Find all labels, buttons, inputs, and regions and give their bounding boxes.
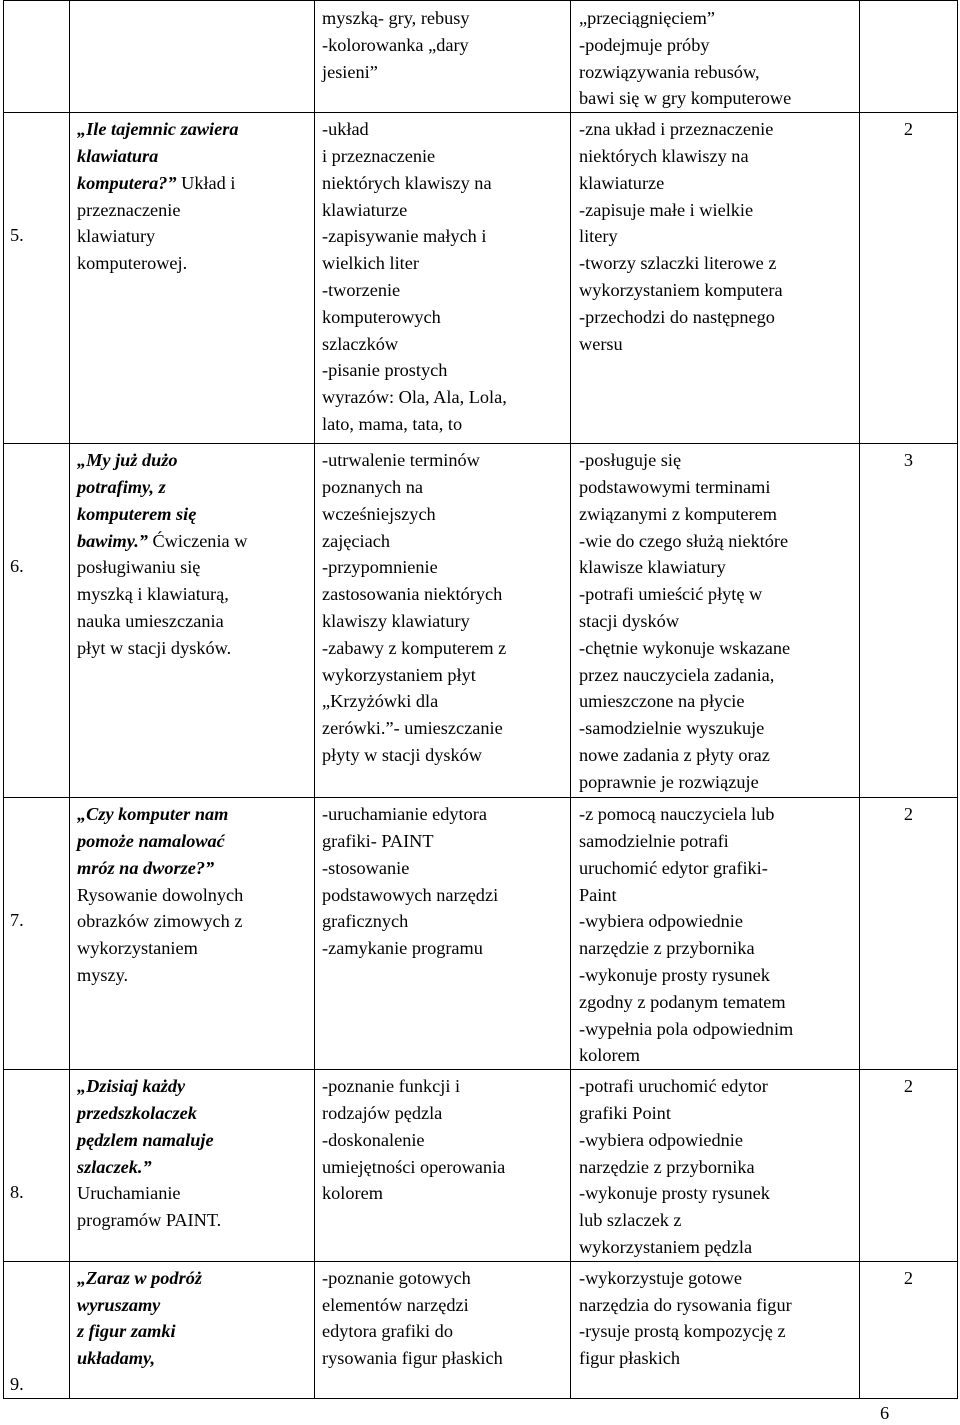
- lesson-number: 8.: [10, 1182, 24, 1203]
- outcome-line: -z pomocą nauczyciela lub: [579, 804, 775, 825]
- outcome-line: „przeciągnięciem”: [579, 8, 715, 28]
- lesson-description-line: programów PAINT.: [77, 1210, 222, 1231]
- content-cell: [315, 1, 571, 113]
- lesson-title-row: [77, 1318, 310, 1345]
- content-cell: [315, 1070, 571, 1262]
- content-line: podstawowych narzędzi: [322, 884, 499, 905]
- lesson-title-row: [77, 170, 310, 197]
- content-line: wyrazów: Ola, Ala, Lola,: [322, 387, 507, 408]
- lesson-title-line: z figur zamki: [77, 1321, 176, 1342]
- outcome-line: wersu: [579, 333, 623, 354]
- outcome-line: -wie do czego służą niektóre: [579, 530, 789, 551]
- outcome-line: -tworzy szlaczki literowe z: [579, 253, 777, 274]
- lesson-title-row: [77, 1345, 310, 1372]
- outcome-line: poprawnie je rozwiązuje: [579, 771, 759, 792]
- hours-cell: [860, 1070, 958, 1262]
- hours-cell: [860, 113, 958, 444]
- outcome-line: uruchomić edytor grafiki-: [579, 857, 768, 878]
- content-line: klawiaturze: [322, 199, 408, 220]
- content-line: -poznanie gotowych: [322, 1267, 471, 1288]
- outcome-line: -wybiera odpowiednie: [579, 1129, 743, 1150]
- outcome-line: przez nauczyciela zadania,: [579, 664, 775, 685]
- content-line: -stosowanie: [322, 857, 410, 878]
- lesson-title-line: potrafimy, z: [77, 476, 166, 497]
- content-line: -pisanie prostych: [322, 360, 448, 381]
- lesson-topic-cell: [70, 1261, 315, 1398]
- outcomes-cell: [571, 1070, 860, 1262]
- lesson-title-line: pomoże namalować: [77, 830, 225, 851]
- lesson-title-row: [77, 828, 310, 855]
- hours-value: 3: [903, 450, 914, 471]
- outcome-line: umieszczone na płycie: [579, 691, 745, 712]
- outcome-line: niektórych klawiszy na: [579, 145, 749, 166]
- content-line: -kolorowanka „dary: [322, 34, 469, 55]
- content-line: płyty w stacji dysków: [322, 744, 482, 765]
- content-line: lato, mama, tata, to: [322, 413, 463, 434]
- lesson-number: 5.: [10, 225, 24, 246]
- content-line: elementów narzędzi: [322, 1294, 469, 1315]
- content-line: i przeznaczenie: [322, 145, 436, 166]
- lesson-title-row: [77, 501, 310, 528]
- content-line: „Krzyżówki dla: [322, 691, 439, 712]
- table-row-continuation: [4, 1, 958, 113]
- outcome-line: -zna układ i przeznaczenie: [579, 119, 774, 140]
- lesson-title-line: wyruszamy: [77, 1294, 161, 1315]
- lesson-topic-cell: [70, 113, 315, 444]
- content-line: poznanych na: [322, 476, 424, 497]
- outcome-line: zgodny z podanym tematem: [579, 991, 786, 1012]
- table-row: [4, 1261, 958, 1398]
- outcome-line: -wykorzystuje gotowe: [579, 1267, 742, 1288]
- lesson-number-cell: [4, 1070, 70, 1262]
- lesson-plan-table: [3, 0, 958, 1399]
- outcome-line: -wybiera odpowiednie: [579, 911, 743, 932]
- outcome-line: grafiki Point: [579, 1102, 671, 1123]
- content-line: klawiszy klawiatury: [322, 610, 470, 631]
- lesson-description-line: obrazków zimowych z: [77, 911, 243, 932]
- content-line: -uruchamianie edytora: [322, 804, 487, 825]
- lesson-title-row: [77, 1073, 310, 1100]
- outcome-line: wykorzystaniem pędzla: [579, 1236, 753, 1257]
- lesson-description-line: wykorzystaniem: [77, 938, 198, 959]
- table-row: [4, 113, 958, 444]
- table-row: [4, 798, 958, 1070]
- lesson-description-line: płyt w stacji dysków.: [77, 637, 232, 658]
- lesson-title-line: komputerem się: [77, 503, 197, 524]
- content-line: graficznych: [322, 911, 409, 932]
- lesson-title-line: „My już dużo: [77, 450, 178, 471]
- content-line: zastosowania niektórych: [322, 584, 503, 605]
- content-cell: [315, 444, 571, 798]
- lesson-topic-cell: [70, 1070, 315, 1262]
- outcome-line: figur płaskich: [579, 1348, 681, 1369]
- outcome-line: narzędzia do rysowania figur: [579, 1294, 792, 1315]
- lesson-number-cell: [4, 113, 70, 444]
- outcome-line: klawiaturze: [579, 172, 665, 193]
- lesson-topic-cell: [70, 798, 315, 1070]
- content-line: niektórych klawiszy na: [322, 172, 492, 193]
- lesson-number-cell: [4, 1261, 70, 1398]
- content-cell: [315, 1261, 571, 1398]
- lesson-title-row: [77, 528, 310, 555]
- outcome-line: -posługuje się: [579, 450, 682, 471]
- lesson-title-row: [77, 474, 310, 501]
- content-cell: [315, 113, 571, 444]
- hours-value: 2: [903, 119, 914, 140]
- outcome-line: -samodzielnie wyszukuje: [579, 718, 765, 739]
- hours-value: 2: [903, 1267, 914, 1288]
- lesson-description-inline: Ćwiczenia w: [147, 530, 248, 551]
- lesson-title-row: [77, 1265, 310, 1292]
- lesson-topic-cell: [70, 444, 315, 798]
- lesson-title-line: „Zaraz w podróż: [77, 1267, 202, 1288]
- content-line: -doskonalenie: [322, 1129, 425, 1150]
- outcomes-cell: [571, 444, 860, 798]
- content-line: rodzajów pędzla: [322, 1102, 443, 1123]
- outcome-line: -wykonuje prosty rysunek: [579, 964, 770, 985]
- lesson-title-line: pędzlem namaluje: [77, 1129, 214, 1150]
- lesson-number-cell: [4, 798, 70, 1070]
- outcome-line: narzędzie z przybornika: [579, 1156, 755, 1177]
- outcome-line: bawi się w gry komputerowe: [579, 88, 792, 109]
- lesson-number: 7.: [10, 910, 24, 931]
- lesson-title-line: komputera?”: [77, 172, 177, 193]
- outcome-line: -podejmuje próby: [579, 34, 710, 55]
- outcome-line: związanymi z komputerem: [579, 503, 777, 524]
- page-number: 6: [880, 1403, 890, 1423]
- outcome-line: -zapisuje małe i wielkie: [579, 199, 754, 220]
- outcome-line: -rysuje prostą kompozycję z: [579, 1321, 786, 1342]
- content-line: zajęciach: [322, 530, 390, 551]
- lesson-description-line: klawiatury: [77, 226, 156, 247]
- outcomes-cell: [571, 1, 860, 113]
- content-line: -tworzenie: [322, 279, 401, 300]
- content-line: wykorzystaniem płyt: [322, 664, 476, 685]
- lesson-title-row: [77, 1292, 310, 1319]
- content-line: jesieni”: [322, 61, 378, 82]
- content-line: -zabawy z komputerem z: [322, 637, 507, 658]
- content-cell: [315, 798, 571, 1070]
- outcome-line: samodzielnie potrafi: [579, 830, 729, 851]
- lesson-title-line: „Dzisiaj każdy: [77, 1076, 186, 1097]
- outcome-line: kolorem: [579, 1045, 640, 1066]
- lesson-description-line: Uruchamianie: [77, 1183, 181, 1204]
- lesson-title-row: [77, 1154, 310, 1181]
- lesson-description-line: myszy.: [77, 964, 129, 985]
- outcome-line: rozwiązywania rebusów,: [579, 61, 760, 82]
- outcome-line: litery: [579, 226, 618, 247]
- outcome-line: wykorzystaniem komputera: [579, 279, 783, 300]
- content-line: -utrwalenie terminów: [322, 450, 480, 471]
- lesson-number: 9.: [10, 1373, 24, 1394]
- content-line: grafiki- PAINT: [322, 830, 434, 851]
- outcome-line: -potrafi uruchomić edytor: [579, 1076, 768, 1097]
- content-line: -zapisywanie małych i: [322, 226, 487, 247]
- table-row: [4, 1070, 958, 1262]
- outcome-line: podstawowymi terminami: [579, 476, 771, 497]
- outcome-line: -potrafi umieścić płytę w: [579, 584, 763, 605]
- lesson-title-row: [77, 447, 310, 474]
- lesson-title-row: [77, 116, 310, 143]
- content-line: wielkich liter: [322, 253, 419, 274]
- content-line: kolorem: [322, 1183, 383, 1204]
- outcome-line: -chętnie wykonuje wskazane: [579, 637, 791, 658]
- lesson-title-line: klawiatura: [77, 145, 159, 166]
- content-line: komputerowych: [322, 306, 441, 327]
- outcome-line: nowe zadania z płyty oraz: [579, 744, 770, 765]
- lesson-title-line: mróz na dworze?”: [77, 857, 215, 878]
- lesson-description-line: Rysowanie dowolnych: [77, 884, 244, 905]
- lesson-description-line: posługiwaniu się: [77, 557, 201, 578]
- hours-value: 2: [903, 804, 914, 825]
- outcome-line: narzędzie z przybornika: [579, 938, 755, 959]
- content-line: -przypomnienie: [322, 557, 438, 578]
- content-line: wcześniejszych: [322, 503, 436, 524]
- outcome-line: -wypełnia pola odpowiednim: [579, 1018, 794, 1039]
- lesson-number: 6.: [10, 556, 24, 577]
- lesson-description-inline: Układ i: [176, 172, 236, 193]
- lesson-title-line: przedszkolaczek: [77, 1102, 197, 1123]
- outcomes-cell: [571, 113, 860, 444]
- content-line: rysowania figur płaskich: [322, 1348, 503, 1369]
- content-line: umiejętności operowania: [322, 1156, 506, 1177]
- lesson-title-row: [77, 801, 310, 828]
- lesson-title-line: układamy,: [77, 1348, 156, 1369]
- outcome-line: -przechodzi do następnego: [579, 306, 775, 327]
- lesson-title-row: [77, 855, 310, 882]
- content-line: myszką- gry, rebusy: [322, 8, 470, 28]
- lesson-description-line: nauka umieszczania: [77, 610, 224, 631]
- content-line: szlaczków: [322, 333, 399, 354]
- content-line: -poznanie funkcji i: [322, 1076, 461, 1097]
- lesson-title-line: szlaczek.”: [77, 1156, 152, 1177]
- outcome-line: lub szlaczek z: [579, 1210, 682, 1231]
- outcome-line: Paint: [579, 884, 617, 905]
- lesson-description-line: przeznaczenie: [77, 199, 181, 220]
- lesson-title-row: [77, 1127, 310, 1154]
- hours-cell: [860, 444, 958, 798]
- lesson-description-line: komputerowej.: [77, 253, 188, 274]
- hours-cell: [860, 798, 958, 1070]
- outcomes-cell: [571, 1261, 860, 1398]
- table-row: [4, 444, 958, 798]
- outcome-line: klawisze klawiatury: [579, 557, 726, 578]
- lesson-description-line: myszką i klawiaturą,: [77, 584, 229, 605]
- hours-value: 2: [903, 1076, 914, 1097]
- lesson-title-line: „Ile tajemnic zawiera: [77, 119, 239, 140]
- lesson-title-line: bawimy.”: [77, 530, 148, 551]
- outcomes-cell: [571, 798, 860, 1070]
- outcome-line: stacji dysków: [579, 610, 680, 631]
- content-line: -zamykanie programu: [322, 938, 483, 959]
- content-line: -układ: [322, 119, 369, 140]
- outcome-line: -wykonuje prosty rysunek: [579, 1183, 770, 1204]
- lesson-number-cell: [4, 444, 70, 798]
- content-line: edytora grafiki do: [322, 1321, 453, 1342]
- content-line: zerówki.”- umieszczanie: [322, 718, 503, 739]
- lesson-title-row: [77, 143, 310, 170]
- lesson-title-line: „Czy komputer nam: [77, 804, 229, 825]
- lesson-title-row: [77, 1100, 310, 1127]
- hours-cell: [860, 1261, 958, 1398]
